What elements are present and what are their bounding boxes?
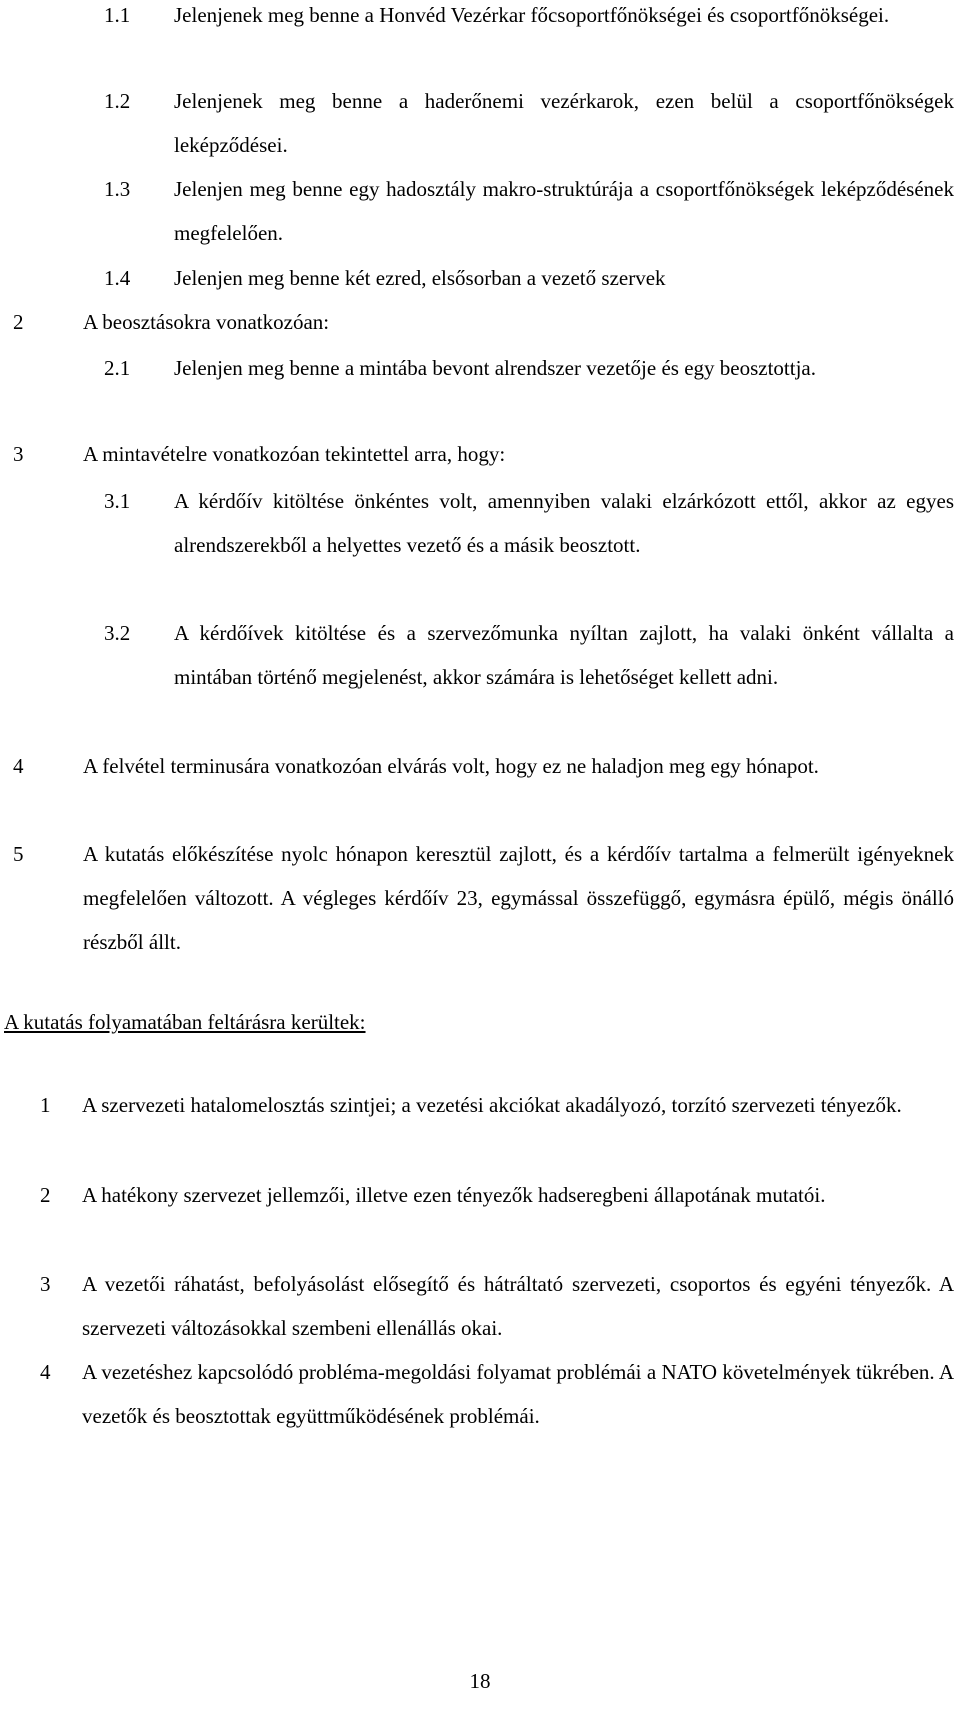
item-text: Jelenjen meg benne egy hadosztály makro-struktúrája a csoportfőnökségek leképződésének megfelelően.: [174, 177, 954, 245]
list-item: [104, 611, 954, 699]
item-text: A felvétel terminusára vonatkozóan elvárás volt, hogy ez ne haladjon meg egy hónapot.: [83, 754, 819, 778]
item-text: Jelenjen meg benne a mintába bevont alrendszer vezetője és egy beosztottja.: [174, 356, 816, 380]
item-number: 4: [40, 1360, 51, 1384]
item-number: 2: [40, 1183, 51, 1207]
item-text: A vezetői ráhatást, befolyásolást elősegítő és hátráltató szervezeti, csoportos és egyéni tényezők. A szervezeti változásokkal szembeni ellenállás okai.: [82, 1272, 954, 1340]
list-item: [13, 300, 954, 344]
section-heading: A kutatás folyamatában feltárásra kerültek:: [4, 1010, 366, 1034]
item-number: 3.2: [104, 621, 131, 645]
item-text: Jelenjen meg benne két ezred, elsősorban a vezető szervek: [174, 266, 666, 290]
list-item: [13, 432, 954, 476]
item-text: A szervezeti hatalomelosztás szintjei; a vezetési akciókat akadályozó, torzító szervezeti tényezők.: [82, 1093, 902, 1117]
item-number: 1.3: [104, 177, 131, 201]
item-number: 5: [13, 842, 24, 866]
item-text: A kérdőív kitöltése önkéntes volt, amennyiben valaki elzárkózott ettől, akkor az egyes alrendszerekből a helyettes vezető és a másik beosztott.: [174, 489, 954, 557]
item-number: 1.4: [104, 266, 131, 290]
finding-item: [40, 1173, 954, 1217]
item-number: 1.2: [104, 89, 131, 113]
page-number: 18: [469, 1669, 491, 1693]
item-number: 4: [13, 754, 24, 778]
item-text: A kérdőívek kitöltése és a szervezőmunka nyíltan zajlott, ha valaki önként vállalta a mintában történő megjelenést, akkor számára is lehetőséget kellett adni.: [174, 621, 954, 689]
list-item: [13, 744, 954, 788]
item-text: A kutatás előkészítése nyolc hónapon keresztül zajlott, és a kérdőív tartalma a felmerült igényeknek megfelelően változott. A végleges kérdőív 23, egymással összefüggő, egymásra épülő, mégis önálló részből állt.: [83, 842, 954, 954]
item-number: 3: [13, 442, 24, 466]
item-number: 3.1: [104, 489, 131, 513]
finding-item: [40, 1350, 954, 1438]
list-item: [104, 167, 954, 255]
item-number: 2: [13, 310, 24, 334]
item-number: 2.1: [104, 356, 131, 380]
item-text: Jelenjenek meg benne a haderőnemi vezérkarok, ezen belül a csoportfőnökségek leképződései.: [174, 89, 954, 157]
finding-item: [40, 1083, 954, 1127]
list-item: [104, 79, 954, 167]
list-item: [104, 0, 954, 37]
finding-item: [40, 1262, 954, 1350]
item-number: 1.1: [104, 3, 131, 27]
item-text: A mintavételre vonatkozóan tekintettel arra, hogy:: [83, 442, 506, 466]
item-text: Jelenjenek meg benne a Honvéd Vezérkar főcsoportfőnökségei és csoportfőnökségei.: [174, 3, 890, 27]
list-item: [13, 832, 954, 964]
item-number: 1: [40, 1093, 51, 1117]
list-item: [104, 346, 954, 390]
list-item: [104, 479, 954, 567]
item-number: 3: [40, 1272, 51, 1296]
list-item: [104, 256, 954, 300]
item-text: A vezetéshez kapcsolódó probléma-megoldási folyamat problémái a NATO követelmények tükrében. A vezetők és beosztottak együttműködésének problémái.: [82, 1360, 954, 1428]
item-text: A hatékony szervezet jellemzői, illetve ezen tényezők hadseregbeni állapotának mutatói.: [82, 1183, 826, 1207]
item-text: A beosztásokra vonatkozóan:: [83, 310, 330, 334]
